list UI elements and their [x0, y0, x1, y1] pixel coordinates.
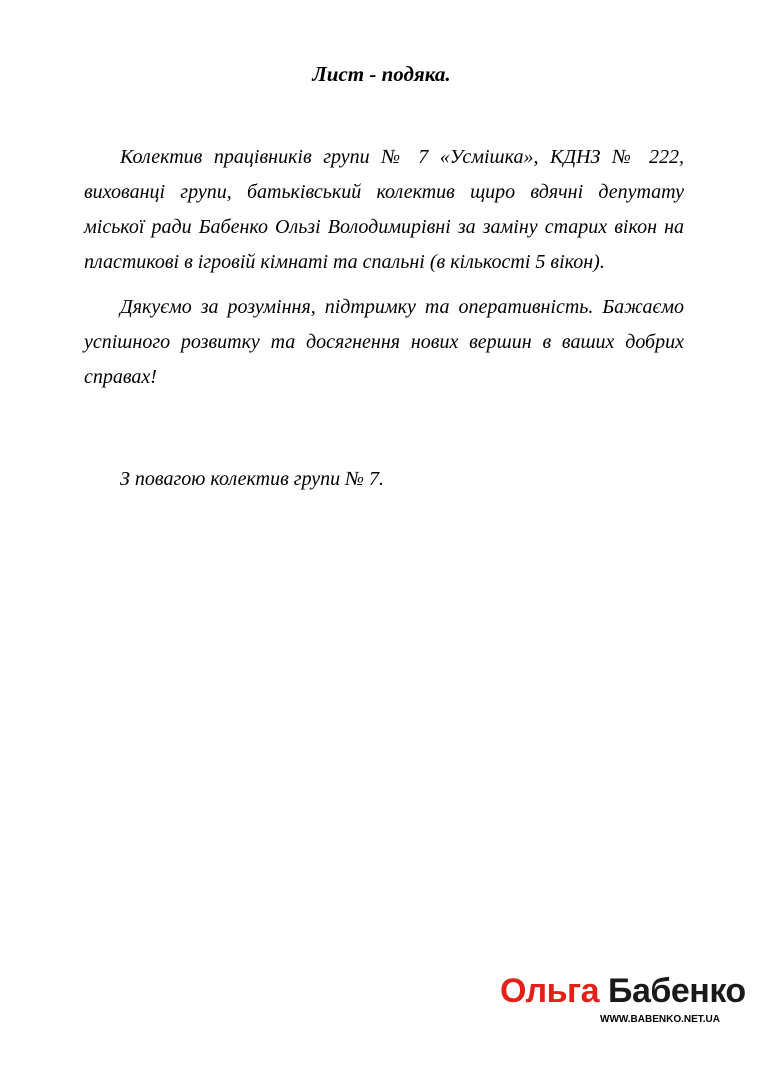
logo-url: WWW.BABENKO.NET.UA — [600, 1014, 720, 1025]
brand-logo — [500, 970, 746, 1025]
logo-last-name: Бабенко — [608, 972, 746, 1010]
letter-paragraph-2: Дякуємо за розуміння, підтримку та оперативність. Бажаємо успішного розвитку та досягнення нових вершин в ваших добрих справах! — [84, 296, 684, 388]
letter-title: Лист - подяка. — [312, 62, 451, 86]
logo-name — [500, 970, 746, 1012]
logo-first-name: Ольга — [500, 972, 600, 1010]
letter-body — [84, 140, 684, 405]
letter-paragraph-1: Колектив працівників групи № 7 «Усмішка», КДНЗ № 222, вихованці групи, батьківський колектив щиро вдячні депутату міської ради Бабенко Ользі Володимирівні за заміну старих вікон на пластикові в ігровій кімнаті та спальні (в кількості 5 вікон). — [84, 146, 684, 273]
letter-signoff: З повагою колектив групи № 7. — [120, 468, 385, 490]
